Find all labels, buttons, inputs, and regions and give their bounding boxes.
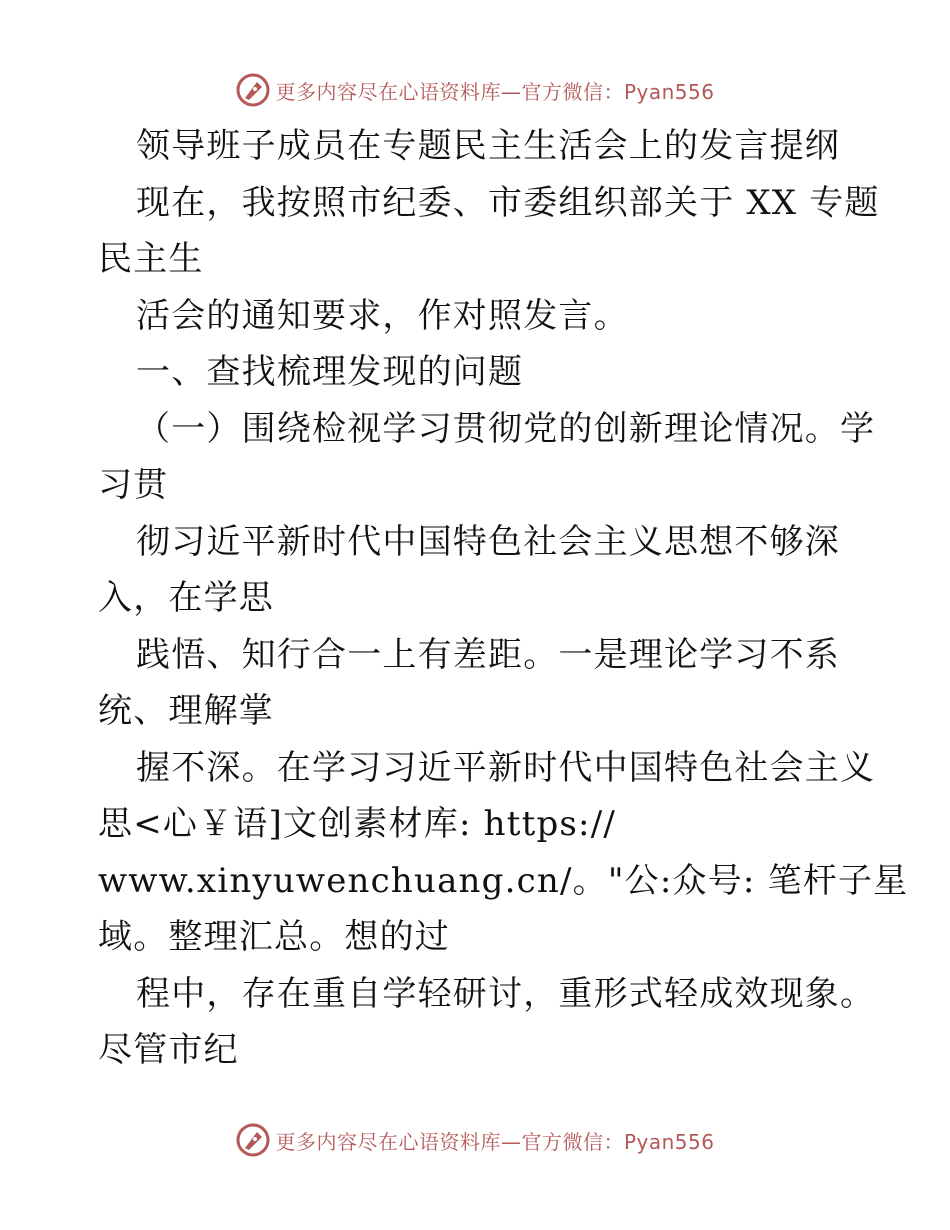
text-line: 践悟、知行合一上有差距。一是理论学习不系 [136, 634, 840, 675]
text-line: 统、理解掌 [98, 691, 274, 731]
text-line: 握不深。在学习习近平新时代中国特色社会主义 [136, 747, 876, 788]
text-line: （一）围绕检视学习贯彻党的创新理论情况。学 [136, 408, 876, 449]
text-line: 一、查找梳理发现的问题 [136, 352, 524, 392]
pen-nib-circle-logo [235, 72, 271, 108]
text-line: 思<心￥语]文创素材库: https:// [98, 804, 617, 844]
text-line: 民主生 [98, 239, 204, 279]
text-line: 尽管市纪 [98, 1030, 239, 1070]
document-body [98, 118, 909, 1079]
pen-nib-circle-logo [235, 1122, 271, 1158]
text-line: 域。整理汇总。想的过 [98, 917, 450, 957]
text-line: 现在，我按照市纪委、市委组织部关于 XX 专题 [136, 182, 880, 223]
banner-text: 更多内容尽在心语资料库—官方微信：Pyan556 [275, 1129, 715, 1154]
text-line: 活会的通知要求，作对照发言。 [136, 295, 629, 336]
text-line: www.xinyuwenchuang.cn/。"公:众号: 笔杆子星 [98, 860, 909, 901]
text-line: 程中，存在重自学轻研讨，重形式轻成效现象。 [136, 973, 876, 1014]
footer-banner [0, 1120, 950, 1160]
text-line: 彻习近平新时代中国特色社会主义思想不够深 [136, 521, 840, 562]
text-line: 领导班子成员在专题民主生活会上的发言提纲 [136, 126, 840, 166]
banner-text: 更多内容尽在心语资料库—官方微信：Pyan556 [275, 79, 715, 104]
header-banner [0, 70, 950, 110]
text-line: 习贯 [98, 465, 169, 505]
text-line: 入，在学思 [98, 578, 274, 618]
